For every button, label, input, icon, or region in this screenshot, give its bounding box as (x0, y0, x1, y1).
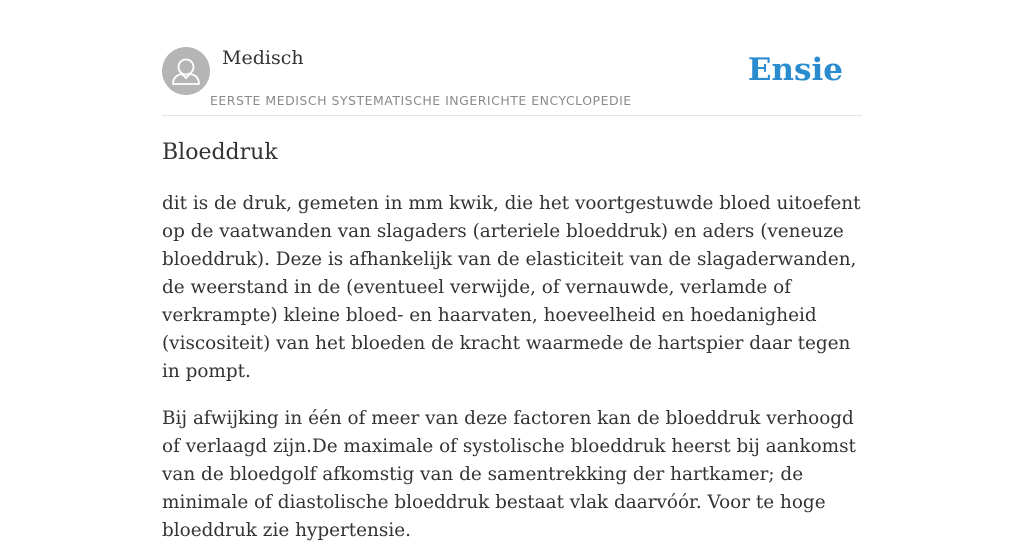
avatar[interactable] (162, 47, 210, 95)
article-paragraph-2: Bij afwijking in één of meer van deze factoren kan de bloeddruk verhoogd of verlaagd zijn.De maximale of systolische bloeddruk heerst bij aankomst van de bloedgolf afkomstig van de samentrekking der hartkamer; de minimale of diastolische bloeddruk bestaat vlak daarvóór. Voor te hoge bloeddruk zie hypertensie. (162, 408, 856, 541)
site-name[interactable]: Medisch (222, 47, 304, 69)
ensie-logo[interactable]: Ensie (747, 52, 843, 88)
article-paragraph-1: dit is de druk, gemeten in mm kwik, die het voortgestuwde bloed uitoefent op de vaatwanden van slagaders (arteriele bloeddruk) en aders (veneuze bloeddruk). Deze is afhankelijk van de elasticiteit van de slagaderwanden, de weerstand in de (eventueel verwijde, of vernauwde, verlamde of verkrampte) kleine bloed- en haarvaten, hoeveelheid en hoedanigheid (viscositeit) van het bloeden de kracht waarmede de hartspier daar tegen in pompt. (162, 193, 861, 382)
article-title: Bloeddruk (162, 140, 278, 165)
content-column (162, 0, 862, 545)
user-icon (162, 47, 210, 95)
site-tagline: EERSTE MEDISCH SYSTEMATISCHE INGERICHTE ENCYCLOPEDIE (210, 93, 632, 108)
site-header (162, 0, 862, 116)
